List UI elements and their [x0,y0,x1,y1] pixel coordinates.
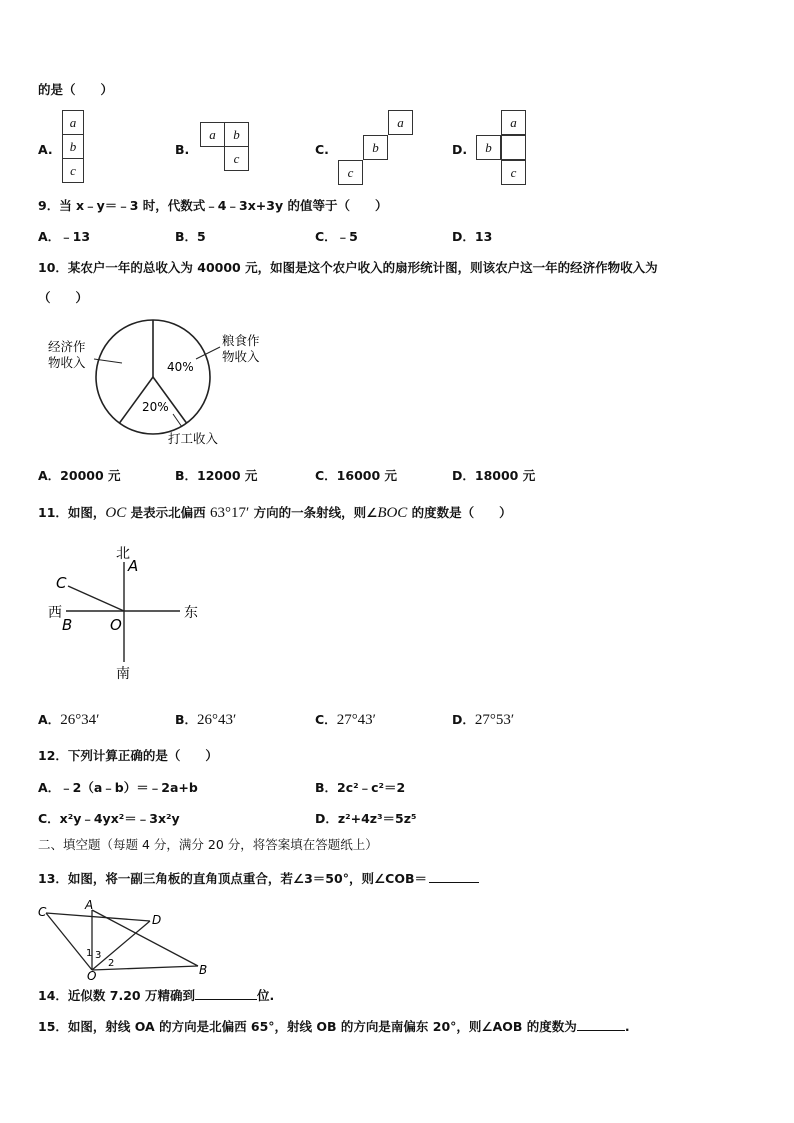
q15-stem [38,1018,630,1035]
net-figure-b [200,122,250,172]
option-letter: D． [452,712,475,727]
cell-a: a [388,110,413,135]
q11-stem [38,505,512,521]
q11-stem-post: 方向的一条射线，则∠ [249,505,378,520]
q12-stem: 12．下列计算正确的是（ ） [38,748,218,763]
leader-line [196,347,220,359]
q11-stem-angle: 63°17′ [209,505,250,521]
triangle-figure [36,898,216,980]
q15-stem-post: . [624,1019,630,1034]
cell-a: a [501,110,526,135]
q8-stem-tail: 的是（ ） [38,82,114,97]
q11-stem-oc: OC [105,505,127,521]
net-figure-c [338,110,414,186]
q11-option-b [175,712,236,728]
answer-blank[interactable] [429,870,479,883]
section-heading: 二、填空题（每题 4 分，满分 20 分，将答案填在答题纸上） [38,837,378,852]
pct-dagong: 20% [142,400,169,414]
q14-stem [38,987,274,1004]
q10-option-a: A．20000 元 [38,468,121,483]
q13-stem-text: 13．如图，将一副三角板的直角顶点重合，若∠3＝50°，则∠COB＝ [38,871,427,886]
q12-option-d: D．z²+4z³＝5z⁵ [315,811,417,826]
q10-stem-line2: （ ） [38,290,89,305]
label-c: C [38,905,47,919]
q12-option-a: A．﹣2（a﹣b）＝﹣2a+b [38,780,198,795]
label-south: 南 [116,666,130,682]
q11-option-c [315,712,376,728]
label-o: O [110,616,122,634]
label-angle-3: 3 [95,950,102,961]
q11-stem-end: 的度数是（ ） [407,505,512,520]
q9-option-d: D．13 [452,229,493,244]
label-b: B [199,963,208,977]
label-angle-2: 2 [108,958,115,969]
option-letter: A． [38,712,61,727]
cell-c: c [62,158,84,183]
q10-option-b: B．12000 元 [175,468,258,483]
q13-stem [38,870,479,887]
option-value: 27°43′ [336,712,376,728]
option-letter: C． [315,712,337,727]
direction-figure [40,540,215,685]
label-a: A [85,898,94,912]
ray-oc [68,586,124,611]
q11-option-d [452,712,514,728]
cell-a: a [62,110,84,135]
cell-b: b [363,135,388,160]
label-angle-1: 1 [86,948,93,959]
option-value: 26°34′ [60,712,100,728]
q11-stem-mid: 是表示北偏西 [126,505,210,520]
net-figure-a [62,110,86,184]
q10-option-c: C．16000 元 [315,468,398,483]
label-b: B [62,616,73,634]
q11-stem-pre: 11．如图， [38,505,106,520]
cell-b: b [476,135,501,160]
q14-stem-post: 位. [256,988,275,1003]
q9-option-b: B．5 [175,229,206,244]
label-c: C [56,574,67,592]
answer-blank[interactable] [195,987,257,1000]
cell-b: b [62,134,84,159]
pct-liangshi: 40% [167,360,194,374]
label-liangshi-line2: 物收入 [222,349,260,364]
cell-a: a [200,122,225,147]
cell-c: c [338,160,363,185]
label-north: 北 [116,546,130,562]
label-d: D [152,913,162,927]
option-value: 26°43′ [197,712,237,728]
option-letter: A. [38,142,53,157]
cell-c: c [501,160,526,185]
q11-stem-boc: BOC [377,505,408,521]
cell-empty [501,135,526,160]
cell-b: b [224,122,249,147]
option-value: 27°53′ [474,712,515,728]
option-letter: C. [315,142,329,157]
q12-option-b: B．2c²﹣c²＝2 [315,780,406,795]
q9-option-a: A．﹣13 [38,229,91,244]
q10-stem-line1: 10．某农户一年的总收入为 40000 元，如图是这个农户收入的扇形统计图，则该农户这一年的经济作物收入为 [38,260,658,275]
q12-option-c: C．x²y﹣4yx²＝﹣3x²y [38,811,180,826]
label-west: 西 [48,605,62,621]
q9-option-c: C．﹣5 [315,229,358,244]
segment-cd [46,913,150,921]
q15-stem-pre: 15．如图，射线 OA 的方向是北偏西 65°，射线 OB 的方向是南偏东 20°，则∠AOB 的度数为 [38,1019,577,1034]
q14-stem-pre: 14．近似数 7.20 万精确到 [38,988,195,1003]
label-o: O [87,969,97,980]
label-liangshi-line1: 粮食作 [222,333,260,348]
label-jingji-line2: 物收入 [48,355,86,370]
q9-stem: 9．当 x﹣y＝﹣3 时，代数式﹣4﹣3x+3y 的值等于（ ） [38,198,388,213]
label-east: 东 [184,605,198,621]
option-letter: B. [175,142,190,157]
q10-option-d: D．18000 元 [452,468,536,483]
q11-option-a [38,712,99,728]
answer-blank[interactable] [577,1018,625,1031]
label-dagong: 打工收入 [168,431,219,446]
segment-co [46,913,92,970]
option-letter: B． [175,712,198,727]
cell-c: c [224,146,249,171]
label-a: A [128,557,139,575]
option-letter: D. [452,142,468,157]
pie-chart-figure [40,315,280,455]
segment-od [92,921,150,970]
label-jingji-line1: 经济作 [48,339,86,354]
net-figure-d [476,110,528,186]
